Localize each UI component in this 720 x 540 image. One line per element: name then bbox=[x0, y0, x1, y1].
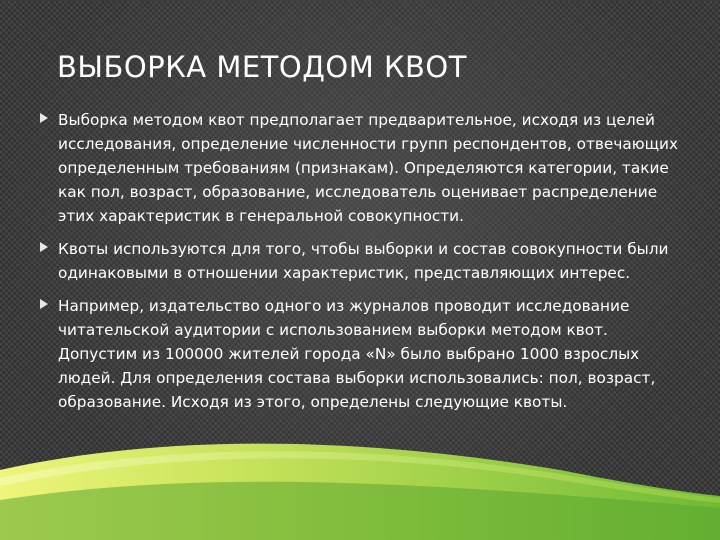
bullet-text: Квоты используются для того, чтобы выборки и состав совокупности были одинаковыми в отношении характеристик, представляющих интерес. bbox=[58, 240, 669, 282]
bullet-text: Выборка методом квот предполагает предварительное, исходя из целей исследования, определение численности групп респондентов, отвечающих определенным требованиям (признакам). Определяются категории, такие как пол, возраст, образование, исследователь оценивает распределение этих характеристик в генеральной совокупности. bbox=[58, 111, 679, 225]
triangle-right-icon bbox=[40, 113, 48, 123]
bullet-item bbox=[40, 108, 690, 228]
triangle-right-icon bbox=[40, 242, 48, 252]
bullet-item bbox=[40, 237, 690, 285]
slide-title: ВЫБОРКА МЕТОДОМ КВОТ bbox=[57, 50, 467, 84]
bullet-item bbox=[40, 294, 690, 414]
triangle-right-icon bbox=[40, 299, 48, 309]
bullet-text: Например, издательство одного из журналов проводит исследование читательской аудитории с использованием выборки методом квот. Допустим из 100000 жителей города «N» было выбрано 1000 взрослых людей. Для определения состава выборки использовались: пол, возраст, образование. Исходя из этого, определены следующие квоты. bbox=[58, 297, 656, 411]
bullet-list bbox=[40, 108, 690, 423]
